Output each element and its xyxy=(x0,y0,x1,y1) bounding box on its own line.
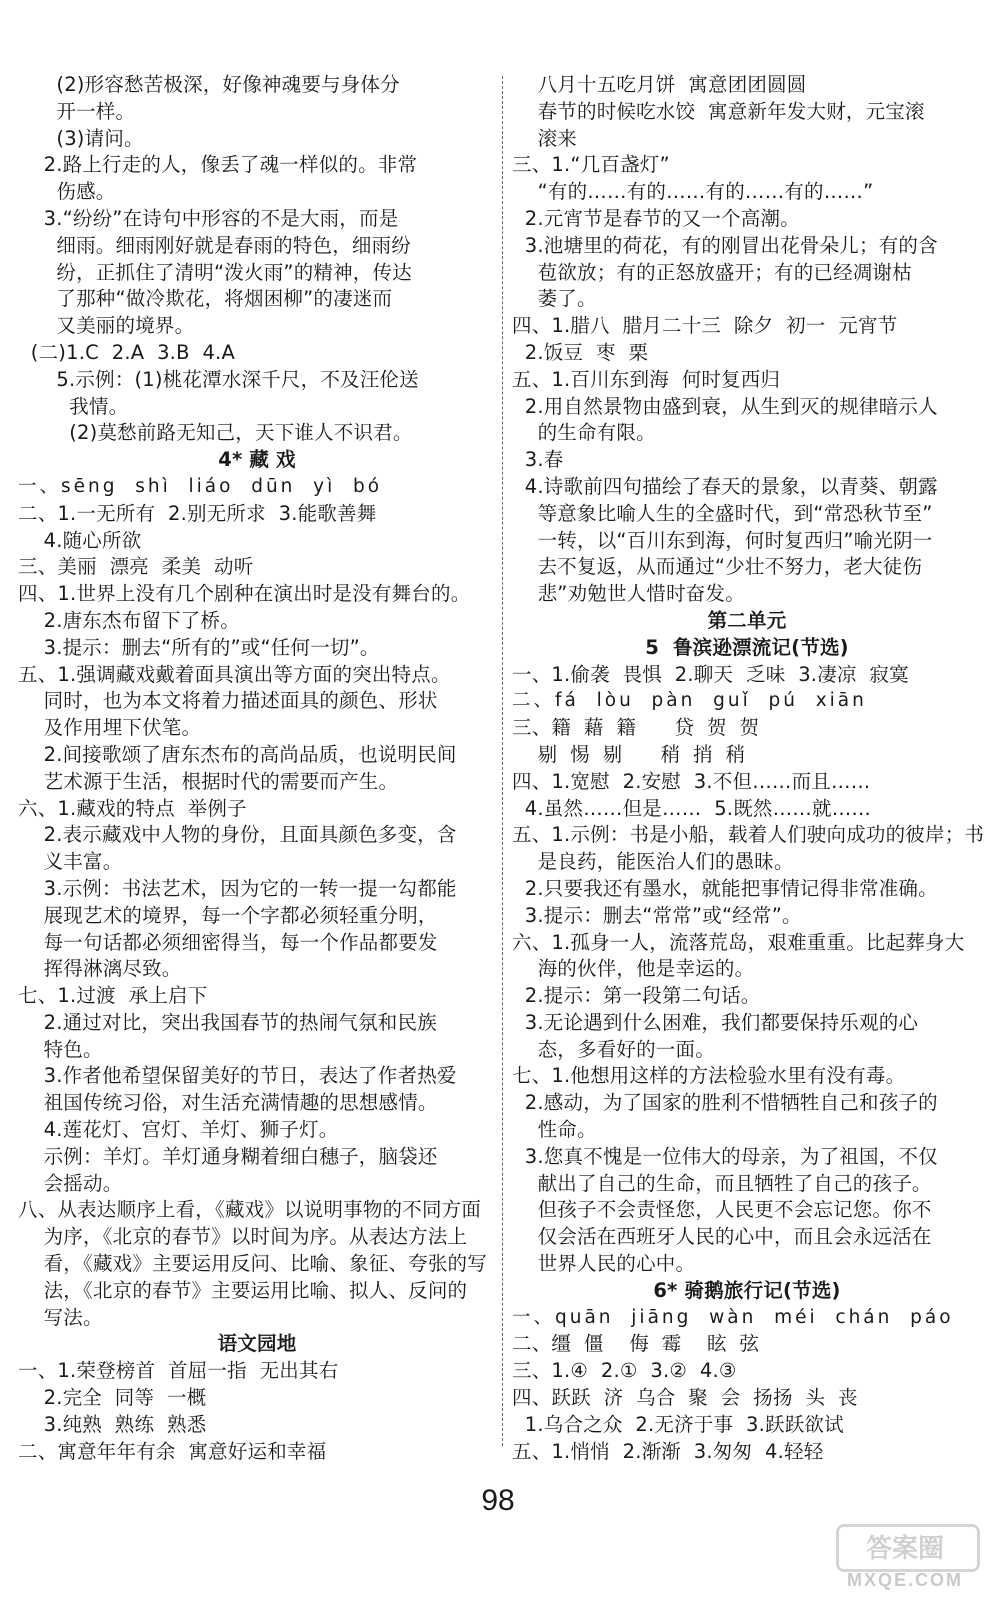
left-column-line: 2.通过对比，突出我国春节的热闹气氛和民族 xyxy=(18,1010,437,1034)
right-column-line: 二、fá lòu pàn guǐ pú xiān xyxy=(512,690,867,712)
left-column-line: 示例：羊灯。羊灯通身糊着细白穗子，脑袋还 xyxy=(18,1144,438,1168)
watermark-logo xyxy=(830,1524,980,1594)
watermark-sub-text: MXQE.COM xyxy=(846,1570,963,1590)
right-column-line: 五、1.百川东到海 何时复西归 xyxy=(512,367,781,391)
left-column-line: 3.“纷纷”在诗句中形容的不是大雨，而是 xyxy=(18,206,399,230)
right-column-line: 但孩子不会责怪您，人民更不会忘记您。你不 xyxy=(512,1198,932,1222)
right-column-line: 性命。 xyxy=(512,1118,597,1142)
left-column-line: (2)莫愁前路无知己，天下谁人不识君。 xyxy=(18,421,413,445)
right-column-line: 2.元宵节是春节的又一个高潮。 xyxy=(512,206,800,230)
watermark-main-text: 答案圈 xyxy=(865,1534,944,1564)
right-column-line: 2.只要我还有墨水，就能把事情记得非常准确。 xyxy=(512,876,938,900)
right-column-line: 三、1.④ 2.① 3.② 4.③ xyxy=(512,1359,737,1383)
left-column-line: 语文园地 xyxy=(217,1332,297,1356)
right-column-line: 2.用自然景物由盛到衰，从生到灭的规律暗示人 xyxy=(512,394,938,418)
right-column-line: 四、跃跃 济 乌合 聚 会 扬扬 头 丧 xyxy=(512,1386,858,1410)
right-column-line: 6* 骑鹅旅行记(节选) xyxy=(653,1278,841,1302)
column-divider xyxy=(502,76,503,1446)
left-column-line: 为序，《北京的春节》以时间为序。从表达方法上 xyxy=(18,1225,468,1249)
right-column-line: 海的伙伴，他是幸运的。 xyxy=(512,957,755,981)
left-column-line: 2.表示藏戏中人物的身份，且面具颜色多变，含 xyxy=(18,823,457,847)
right-column-line: 二、缰 僵 侮 霉 眩 弦 xyxy=(512,1332,760,1356)
left-column-line: 5.示例：(1)桃花潭水深千尺，不及汪伦送 xyxy=(18,367,419,391)
left-column xyxy=(18,72,496,1465)
left-column-line: 细雨。细雨刚好就是春雨的特色，细雨纷 xyxy=(18,233,411,257)
right-column-line: 1.乌合之众 2.无济于事 3.跃跃欲试 xyxy=(512,1412,844,1436)
left-column-line: 2.间接歌颂了唐东杰布的高尚品质，也说明民间 xyxy=(18,742,457,766)
right-column-line: 三、1.“几百盏灯” xyxy=(512,153,670,177)
left-column-line: 三、美丽 漂亮 柔美 动听 xyxy=(18,555,254,579)
right-column-line: 苞欲放；有的正怒放盛开；有的已经凋谢枯 xyxy=(512,260,912,284)
left-column-line: 法，《北京的春节》主要运用比喻、拟人、反问的 xyxy=(18,1278,468,1302)
right-column-line: 献出了自己的生命，而且牺牲了自己的孩子。 xyxy=(512,1171,932,1195)
left-column-line: 看，《藏戏》主要运用反问、比喻、象征、夸张的写 xyxy=(18,1252,487,1276)
left-column-line: 纷，正抓住了清明“泼火雨”的精神，传达 xyxy=(18,260,412,284)
right-column-line: 萎了。 xyxy=(512,287,597,311)
right-column-line: 剔 惕 剔 稍 捎 稍 xyxy=(512,742,746,766)
right-column-line: 2.饭豆 枣 栗 xyxy=(512,340,649,364)
right-column-line: 3.池塘里的荷花，有的刚冒出花骨朵儿；有的含 xyxy=(512,233,938,257)
right-column-line: 滚来 xyxy=(512,126,577,150)
right-column-line: 五、1.悄悄 2.渐渐 3.匆匆 4.轻轻 xyxy=(512,1439,824,1463)
left-column-line: 八、从表达顺序上看，《藏戏》以说明事物的不同方面 xyxy=(18,1198,482,1222)
left-column-line: 了那种“做冷欺花，将烟困柳”的凄迷而 xyxy=(18,287,393,311)
left-column-line: 七、1.过渡 承上启下 xyxy=(18,984,208,1008)
right-column-line: 4.诗歌前四句描绘了春天的景象，以青葵、朝露 xyxy=(512,474,938,498)
left-column-line: 每一句话都必须细密得当，每一个作品都要发 xyxy=(18,930,438,954)
page-number: 98 xyxy=(481,1484,515,1517)
left-column-line: 3.示例：书法艺术，因为它的一转一提一勾都能 xyxy=(18,876,457,900)
right-column-line: 五、1.示例：书是小船，载着人们驶向成功的彼岸；书 xyxy=(512,823,985,847)
left-column-line: 2.完全 同等 一概 xyxy=(18,1386,207,1410)
right-column-line: 世界人民的心中。 xyxy=(512,1252,696,1276)
right-column-line: 悲”劝勉世人惜时奋发。 xyxy=(512,582,745,606)
left-column-line: 艺术源于生活，根据时代的需要而产生。 xyxy=(18,769,399,793)
right-column-line: 第二单元 xyxy=(707,608,787,632)
left-column-line: 挥得淋漓尽致。 xyxy=(18,957,182,981)
left-column-line: 二、寓意年年有余 寓意好运和幸福 xyxy=(18,1439,327,1463)
right-column-line: 的生命有限。 xyxy=(512,421,656,445)
right-column-line: 仅会活在西班牙人民的心中，而且会永远活在 xyxy=(512,1225,932,1249)
left-column-line: 2.路上行走的人，像丢了魂一样似的。非常 xyxy=(18,153,418,177)
left-column-line: 特色。 xyxy=(18,1037,103,1061)
right-column-line: 一、quān jiāng wàn méi chán páo xyxy=(512,1306,954,1328)
left-column-line: 又美丽的境界。 xyxy=(18,314,195,338)
left-column-line: 写法。 xyxy=(18,1305,103,1329)
right-column-line: 是良药，能医治人们的愚昧。 xyxy=(512,850,794,874)
left-column-line: 开一样。 xyxy=(18,99,136,123)
left-column-line: 2.唐东杰布留下了桥。 xyxy=(18,608,240,632)
left-column-line: 义丰富。 xyxy=(18,850,123,874)
right-column-line: 四、1.腊八 腊月二十三 除夕 初一 元宵节 xyxy=(512,314,898,338)
right-column-line: 4.虽然……但是…… 5.既然……就…… xyxy=(512,796,872,820)
right-column-line: 去不复返，从而通过“少壮不努力，老大徒伤 xyxy=(512,555,923,579)
right-column-line: 3.提示：删去“常常”或“经常”。 xyxy=(512,903,802,927)
left-column-line: 4.莲花灯、宫灯、羊灯、狮子灯。 xyxy=(18,1118,339,1142)
left-column-line: 我情。 xyxy=(18,394,129,418)
right-column-line: 2.提示：第一段第二句话。 xyxy=(512,984,761,1008)
left-column-line: 4* 藏 戏 xyxy=(218,448,296,472)
left-column-line: (3)请问。 xyxy=(18,126,144,150)
right-column-line: 3.您真不愧是一位伟大的母亲，为了祖国，不仅 xyxy=(512,1144,938,1168)
left-column-line: (二)1.C 2.A 3.B 4.A xyxy=(18,340,235,364)
right-column-line: 七、1.他想用这样的方法检验水里有没有毒。 xyxy=(512,1064,906,1088)
left-column-line: 伤感。 xyxy=(18,180,116,204)
right-column-line: “有的……有的……有的……有的……” xyxy=(512,180,874,204)
left-column-line: 3.作者他希望保留美好的节日，表达了作者热爱 xyxy=(18,1064,457,1088)
left-column-line: 4.随心所欲 xyxy=(18,528,142,552)
left-column-line: 一、sēng shì liáo dūn yì bó xyxy=(18,475,383,497)
right-column-line: 3.春 xyxy=(512,448,564,472)
left-column-line: 祖国传统习俗，对生活充满情趣的思想感情。 xyxy=(18,1091,438,1115)
right-column-line: 5 鲁滨逊漂流记(节选) xyxy=(645,635,849,659)
left-column-line: (2)形容愁苦极深，好像神魂要与身体分 xyxy=(18,73,400,96)
left-column-line: 同时，也为本文将着力描述面具的颜色、形状 xyxy=(18,689,438,713)
left-column-line: 3.纯熟 熟练 熟悉 xyxy=(18,1412,207,1436)
right-column-line: 等意象比喻人生的全盛时代，到“常恐秋节至” xyxy=(512,501,933,525)
right-column-line: 态，多看好的一面。 xyxy=(512,1037,715,1061)
left-column-line: 六、1.藏戏的特点 举例子 xyxy=(18,796,247,820)
left-column-line: 四、1.世界上没有几个剧种在演出时是没有舞台的。 xyxy=(18,582,471,606)
right-column-line: 六、1.孤身一人，流落荒岛，艰难重重。比起葬身大 xyxy=(512,930,965,954)
right-column-line: 3.无论遇到什么困难，我们都要保持乐观的心 xyxy=(512,1010,919,1034)
left-column-line: 一、1.荣登榜首 首屈一指 无出其右 xyxy=(18,1359,339,1383)
right-column-line: 三、籍 藉 籍 贷 贺 贺 xyxy=(512,716,760,740)
right-column xyxy=(512,72,985,1465)
right-column-line: 四、1.宽慰 2.安慰 3.不但……而且…… xyxy=(512,769,871,793)
right-column-line: 2.感动，为了国家的胜利不惜牺牲自己和孩子的 xyxy=(512,1091,938,1115)
left-column-line: 五、1.强调藏戏戴着面具演出等方面的突出特点。 xyxy=(18,662,451,686)
left-column-line: 及作用埋下伏笔。 xyxy=(18,716,202,740)
left-column-line: 展现艺术的境界，每一个字都必须轻重分明， xyxy=(18,903,438,927)
right-column-line: 一、1.偷袭 畏惧 2.聊天 乏味 3.凄凉 寂寞 xyxy=(512,662,909,686)
right-column-line: 八月十五吃月饼 寓意团团圆圆 xyxy=(512,73,807,96)
left-column-line: 二、1.一无所有 2.别无所求 3.能歌善舞 xyxy=(18,501,377,525)
right-column-line: 春节的时候吃水饺 寓意新年发大财，元宝滚 xyxy=(512,99,925,123)
left-column-line: 会摇动。 xyxy=(18,1171,123,1195)
right-column-line: 一转，以“百川东到海，何时复西归”喻光阴一 xyxy=(512,528,933,552)
left-column-line: 3.提示：删去“所有的”或“任何一切”。 xyxy=(18,635,380,659)
